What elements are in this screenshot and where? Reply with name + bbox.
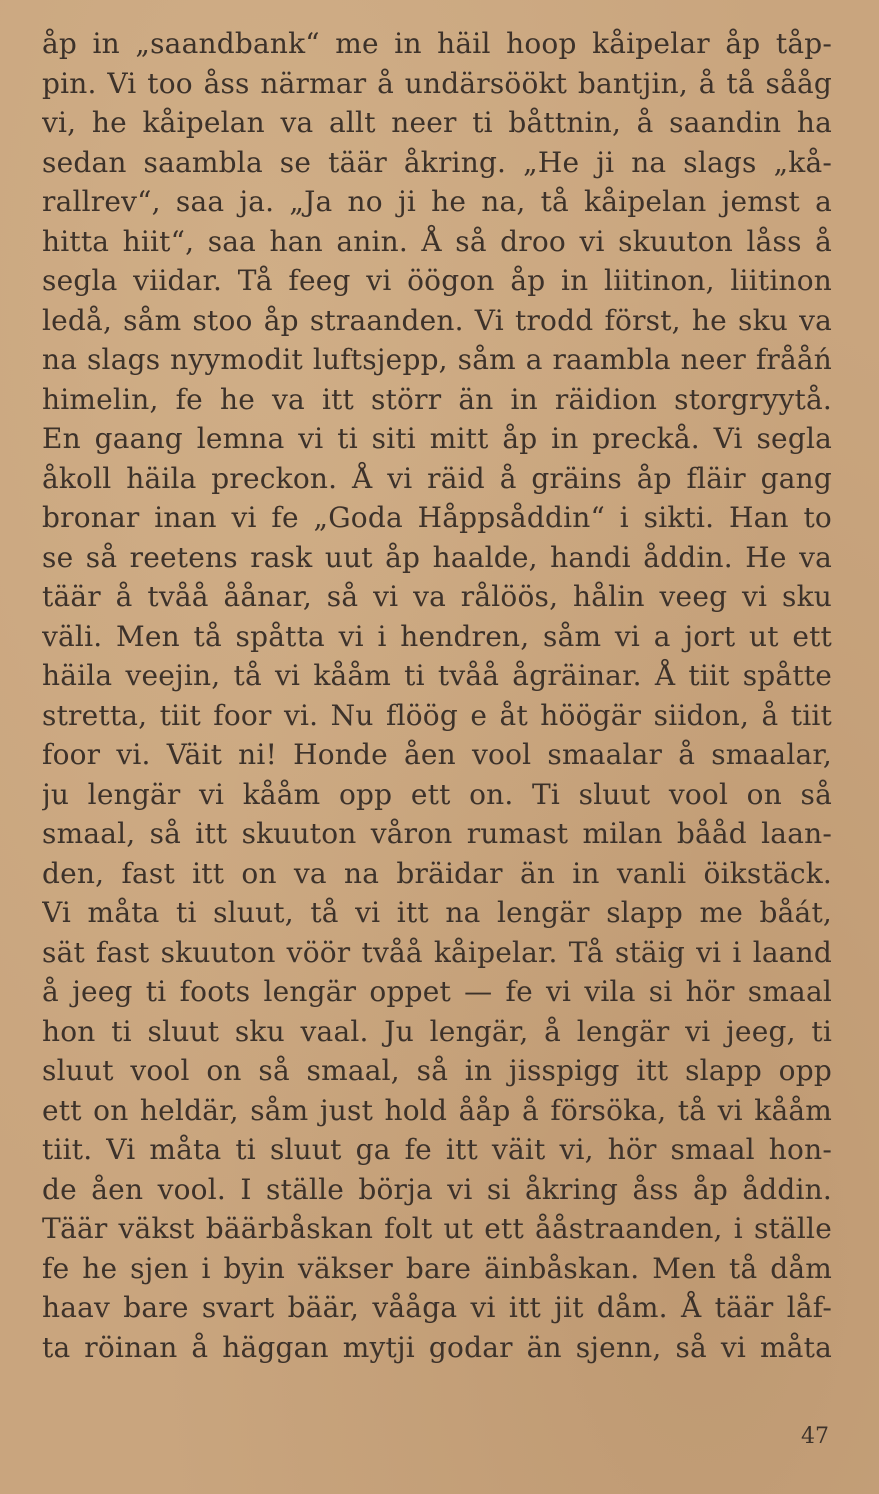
text-line: väli. Men tå spåtta vi i hendren, såm vi a jort ut ett [42,619,832,653]
text-line: tiit. Vi måta ti sluut ga fe itt väit vi, hör smaal hon- [42,1133,832,1166]
text-line: ledå, såm stoo åp straanden. Vi trodd först, he sku va [42,303,832,337]
text-line: sedan saambla se täär åkring. „He ji na slags „kå- [42,145,832,179]
text-line: bronar inan vi fe „Goda Håppsåddin“ i sikti. Han to [42,501,832,534]
text-line: rallrev“, saa ja. „Ja no ji he na, tå kåipelan jemst a [42,185,832,218]
body-text [42,24,832,1367]
text-line: foor vi. Väit ni! Honde åen vool smaalar å smaalar, [42,738,832,771]
text-line: ju lengär vi kååm opp ett on. Ti sluut vool on så [42,777,832,811]
text-line: hon ti sluut sku vaal. Ju lengär, å lengär vi jeeg, ti [42,1014,832,1048]
text-line: fe he sjen i byin väkser bare äinbåskan. Men tå dåm [42,1251,832,1285]
text-line: täär å tvåå åånar, så vi va rålöös, hålin veeg vi sku [42,580,832,613]
text-line: En gaang lemna vi ti siti mitt åp in preckå. Vi segla [42,422,832,455]
text-line: häila veejin, tå vi kååm ti tvåå ågräinar. Å tiit spåtte [42,659,832,692]
text-line: den, fast itt on va na bräidar än in vanli öikstäck. [42,856,832,890]
text-line: haav bare svart bäär, vååga vi itt jit dåm. Å täär låf- [42,1291,832,1324]
text-line: stretta, tiit foor vi. Nu flöög e åt höögär siidon, å tiit [42,698,832,732]
text-line: de åen vool. I ställe börja vi si åkring åss åp åddin. [42,1172,832,1206]
text-line: ta röinan å häggan mytji godar än sjenn, så vi måta [42,1330,832,1364]
text-line: na slags nyymodit luftsjepp, såm a raambla neer frååń [42,343,832,376]
text-line: himelin, fe he va itt störr än in räidion storgryytå. [42,382,832,416]
text-line: se så reetens rask uut åp haalde, handi åddin. He va [42,540,832,574]
text-line: segla viidar. Tå feeg vi öögon åp in liitinon, liitinon [42,264,832,297]
text-line: åkoll häila preckon. Å vi räid å gräins åp fläir gang [42,461,832,495]
text-line: Vi måta ti sluut, tå vi itt na lengär slapp me båát, [42,896,832,929]
text-line: Täär väkst bäärbåskan folt ut ett ååstraanden, i ställe [42,1212,832,1245]
text-line: pin. Vi too åss närmar å undärsöökt bantjin, å tå sååg [42,66,832,100]
text-line: vi, he kåipelan va allt neer ti båttnin, å saandin ha [42,106,832,139]
text-line: smaal, så itt skuuton våron rumast milan bååd laan- [42,817,832,850]
page-number: 47 [801,1424,829,1449]
text-line: å jeeg ti foots lengär oppet — fe vi vila si hör smaal [42,975,832,1008]
text-line: sluut vool on så smaal, så in jisspigg itt slapp opp [42,1054,832,1087]
text-line: sät fast skuuton vöör tvåå kåipelar. Tå stäig vi i laand [42,935,832,969]
text-line: åp in „saandbank“ me in häil hoop kåipelar åp tåp- [42,27,832,60]
text-line: ett on heldär, såm just hold ååp å försöka, tå vi kååm [42,1093,832,1127]
text-line: hitta hiit“, saa han anin. Å så droo vi skuuton låss å [42,224,832,258]
